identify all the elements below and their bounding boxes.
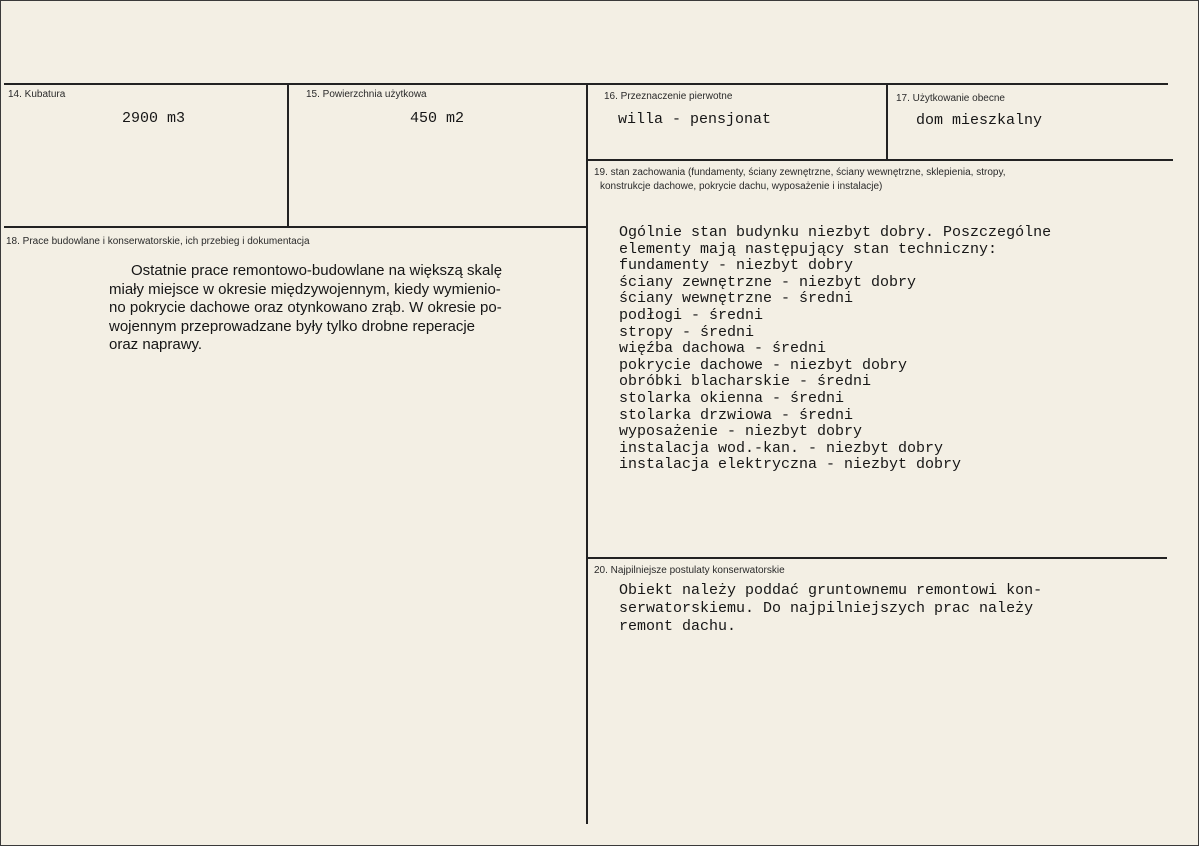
field-14-label: 14. Kubatura	[8, 89, 66, 100]
field-15-label: 15. Powierzchnia użytkowa	[306, 89, 427, 100]
field-18-line: oraz naprawy.	[109, 336, 203, 353]
divider-16-17	[886, 84, 888, 159]
rule-under-16-17	[587, 159, 1173, 161]
field-20-label: 20. Najpilniejsze postulaty konserwatorskie	[594, 565, 785, 576]
field-18-line: Ostatnie prace remontowo-budowlane na większą skalę	[131, 262, 503, 279]
field-18-line: miały miejsce w okresie międzywojennym, kiedy wymienio-	[109, 280, 501, 298]
field-15-value: 450 m2	[410, 110, 465, 127]
field-19-line: instalacja wod.-kan. - niezbyt dobry	[619, 439, 944, 457]
field-19-line: stolarka drzwiowa - średni	[619, 406, 854, 424]
field-19-line: fundamenty - niezbyt dobry	[619, 257, 854, 275]
field-19-line: ściany wewnętrzne - średni	[619, 290, 854, 308]
field-19-line: elementy mają następujący stan techniczny:	[619, 240, 998, 258]
field-19-line: podłogi - średni	[619, 306, 764, 324]
field-20-text	[619, 582, 1042, 636]
field-19-line: stolarka okienna - średni	[619, 389, 845, 407]
field-19-line: pokrycie dachowe - niezbyt dobry	[619, 356, 908, 374]
field-18-label: 18. Prace budowlane i konserwatorskie, ich przebieg i dokumentacja	[6, 236, 310, 247]
field-19-text	[619, 225, 1051, 474]
field-19-label-line: konstrukcje dachowe, pokrycie dachu, wyposażenie i instalacje)	[600, 181, 883, 192]
field-20-line: serwatorskiemu. Do najpilniejszych prac należy	[619, 600, 1034, 617]
field-17-value: dom mieszkalny	[916, 112, 1043, 129]
rule-under-14-15	[4, 226, 587, 228]
rule-above-20	[587, 557, 1167, 559]
field-19-line: instalacja elektryczna - niezbyt dobry	[619, 456, 962, 474]
field-19-line: Ogólnie stan budynku niezbyt dobry. Poszczególne	[619, 224, 1052, 241]
field-16-value: willa - pensjonat	[618, 111, 772, 128]
field-18-line: no pokrycie dachowe oraz otynkowano zrąb. W okresie po-	[109, 299, 502, 316]
field-18-line: wojennym przeprowadzane były tylko drobne reperacje	[109, 317, 476, 335]
main-vertical-divider	[586, 84, 588, 824]
field-19-label	[594, 166, 1006, 194]
field-19-line: wyposażenie - niezbyt dobry	[619, 423, 863, 441]
field-16-label: 16. Przeznaczenie pierwotne	[604, 91, 733, 102]
field-18-text	[109, 262, 502, 355]
field-17-label: 17. Użytkowanie obecne	[896, 93, 1005, 104]
field-20-line: Obiekt należy poddać gruntownemu remontowi kon-	[619, 582, 1043, 599]
field-14-value: 2900 m3	[122, 110, 186, 127]
divider-14-15	[287, 84, 289, 227]
field-20-line: remont dachu.	[619, 618, 737, 635]
field-19-line: obróbki blacharskie - średni	[619, 373, 872, 391]
field-19-label-line: 19. stan zachowania (fundamenty, ściany zewnętrzne, ściany wewnętrzne, sklepienia, stropy,	[594, 167, 1006, 178]
field-19-line: ściany zewnętrzne - niezbyt dobry	[619, 273, 917, 291]
field-19-line: więźba dachowa - średni	[619, 340, 827, 358]
field-19-line: stropy - średni	[619, 323, 755, 341]
